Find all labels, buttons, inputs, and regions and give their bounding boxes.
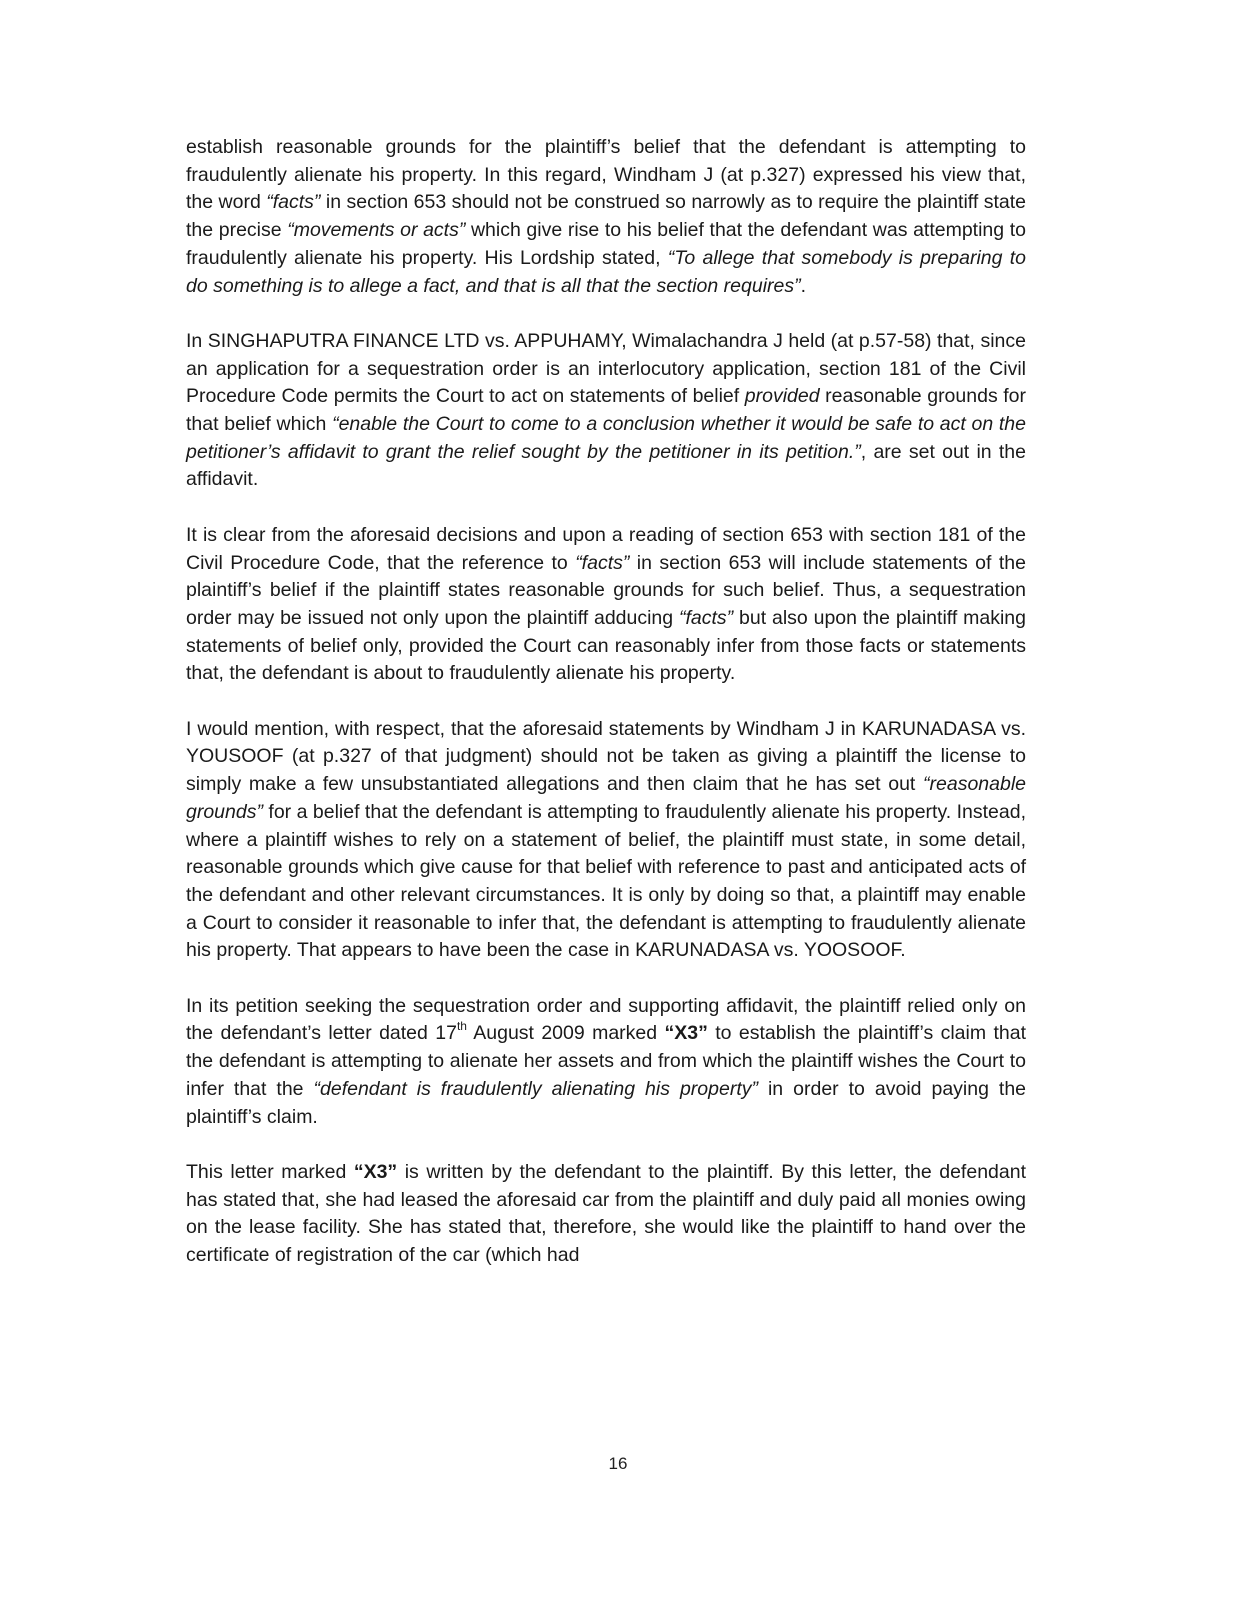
bold-text: “X3” [353,1160,398,1183]
text-run: In SINGHAPUTRA FINANCE LTD vs. APPUHAMY, Wimalachandra J held (at p.57-58) that, since an application for a sequestration order is an interlocutory application, section 181 of the Civil Procedure Code permits the Court to act on statements of belief [186,329,1026,408]
text-run: in order to avoid paying the plaintiff’s claim. [186,1077,1027,1128]
document-body [186,134,1026,1270]
text-run: It is clear from the aforesaid decisions and upon a reading of section 653 with section 181 of the Civil Procedure Code, that the reference to [186,523,1026,574]
text-run: , are set out in the affidavit. [186,440,1026,491]
paragraph [186,328,1026,494]
superscript-text: th [456,1018,467,1033]
paragraph [186,1159,1026,1270]
paragraph [186,993,1026,1132]
text-run: in section 653 will include statements of the plaintiff’s belief if the plaintiff states reasonable grounds for such belief. Thus, a sequestration order may be issued not only upon the plaintiff adducing [186,551,1026,629]
text-run: for a belief that the defendant is attempting to fraudulently alienate his property. Instead, where a plaintiff wishes to rely on a statement of belief, the plaintiff must state, in some detail, reasonable grounds which give cause for that belief with reference to past and anticipated acts of the defendant and other relevant circumstances. It is only by doing so that, a plaintiff may enable a Court to consider it reasonable to infer that, the defendant is attempting to fraudulently alienate his property. That appears to have been the case in KARUNADASA vs. YOOSOOF. [186,800,1026,962]
bold-text: “X3” [664,1022,708,1045]
text-run: This letter marked [186,1160,354,1183]
italic-text: “To allege that somebody is preparing to do something is to allege a fact, and that is all that the section requires” [186,246,1026,297]
text-run: I would mention, with respect, that the aforesaid statements by Windham J in KARUNADASA vs. YOUSOOF (at p.327 of that judgment) should not be taken as giving a plaintiff the license to simply make a few unsubstantiated allegations and then claim that he has set out [186,717,1026,796]
italic-text: “movements or acts” [287,219,466,242]
paragraph [186,522,1026,688]
text-run: in section 653 should not be construed so narrowly as to require the plaintiff state the precise [186,191,1026,242]
paragraph [186,716,1026,965]
text-run: . [800,274,807,297]
paragraph [186,134,1026,300]
text-run: In its petition seeking the sequestration order and supporting affidavit, the plaintiff relied only on the defendant’s letter dated 17 [186,994,1026,1045]
italic-text: “enable the Court to come to a conclusion whether it would be safe to act on the petitioner’s affidavit to grant the relief sought by the petitioner in its petition.” [186,413,1026,463]
text-run: reasonable grounds for that belief which [186,385,1027,436]
text-run: is written by the defendant to the plaintiff. By this letter, the defendant has stated that, she had leased the aforesaid car from the plaintiff and duly paid all monies owing on the lease facility. She has stated that, therefore, she would like the plaintiff to hand over the certificate of registration of the car (which had [186,1160,1026,1267]
italic-text: “defendant is fraudulently alienating his property” [313,1077,758,1100]
italic-text: “reasonable grounds” [186,773,1026,823]
page-number: 16 [608,1454,628,1473]
italic-text: provided [744,385,820,408]
text-run: but also upon the plaintiff making statements of belief only, provided the Court can reasonably infer from those facts or statements that, the defendant is about to fraudulently alienate his property. [186,606,1026,685]
italic-text: “facts” [678,606,734,629]
text-run: August 2009 marked [466,1022,665,1045]
text-run: establish reasonable grounds for the plaintiff’s belief that the defendant is attempting to fraudulently alienate his property. In this regard, Windham J (at p.327) expressed his view that, the word [186,136,1026,214]
italic-text: “facts” [575,551,630,574]
italic-text: “facts” [266,191,321,214]
text-run: which give rise to his belief that the defendant was attempting to fraudulently alienate his property. His Lordship stated, [186,219,1027,269]
text-run: to establish the plaintiff’s claim that the defendant is attempting to alienate her assets and from which the plaintiff wishes the Court to infer that the [186,1022,1026,1100]
